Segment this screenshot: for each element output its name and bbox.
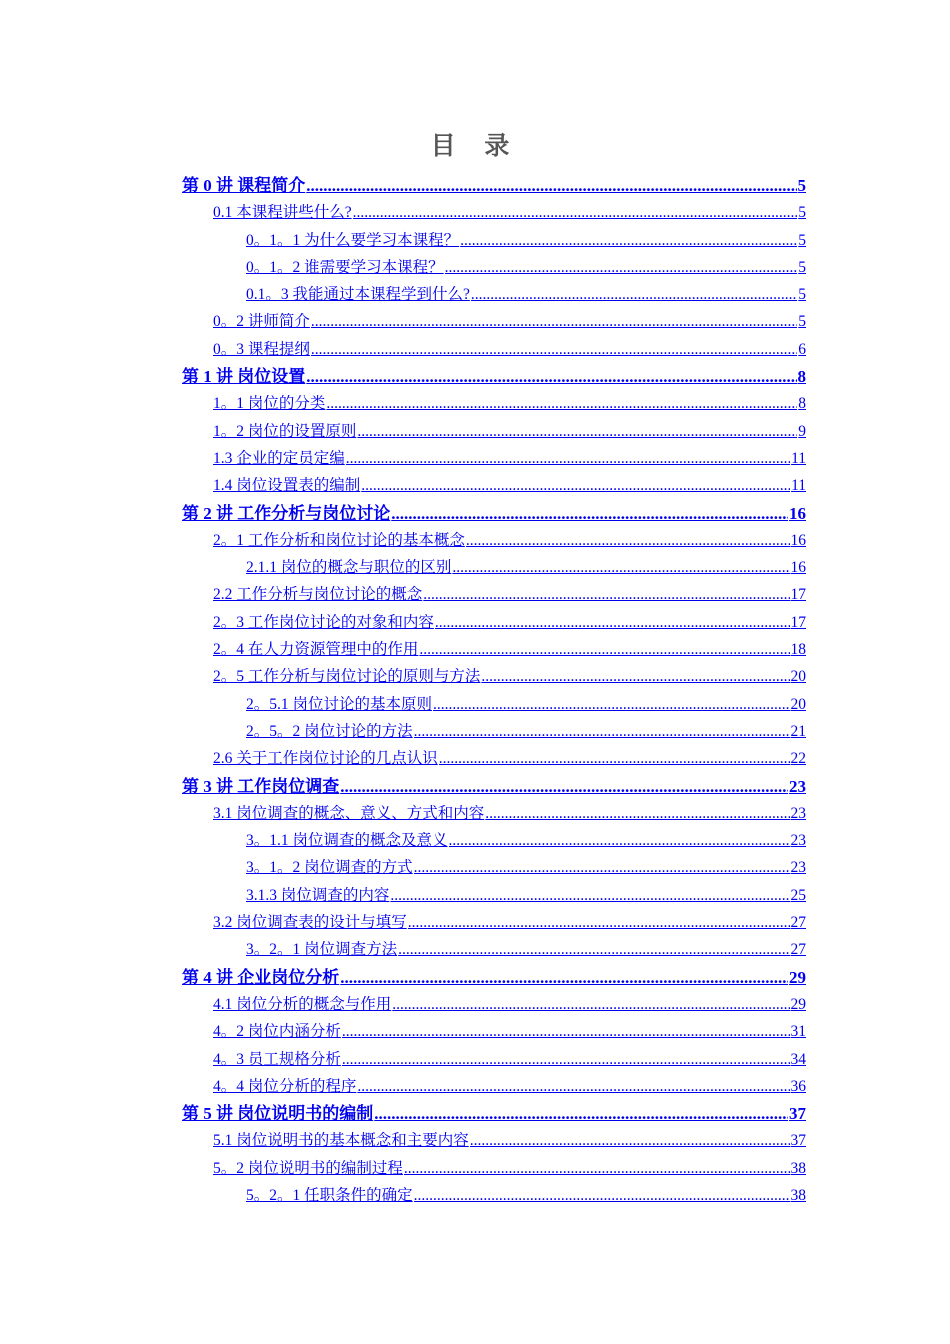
toc-chapter-link[interactable] [182, 964, 806, 991]
toc-page-number: 36 [790, 1077, 806, 1095]
toc-dot-leader [374, 1100, 788, 1127]
toc-dot-leader [414, 1182, 790, 1209]
toc-title: 目 录 [430, 131, 520, 160]
toc-entry-label: 2。5 工作分析与岗位讨论的原则与方法 [213, 668, 481, 686]
toc-entry-label: 2。5.1 岗位讨论的基本原则 [246, 695, 433, 713]
toc-dot-leader [439, 745, 790, 772]
toc-section-link[interactable] [182, 445, 806, 472]
toc-page-number: 17 [790, 586, 806, 604]
toc-dot-leader [485, 800, 789, 827]
toc-page-number: 21 [790, 722, 806, 740]
toc-entry-label: 0。1。2 谁需要学习本课程？ [246, 258, 444, 276]
toc-page-number: 6 [798, 340, 806, 358]
toc-page-number: 5 [798, 286, 806, 304]
toc-page-number: 9 [798, 422, 806, 440]
toc-page-number: 23 [790, 859, 806, 877]
toc-subsection-link[interactable] [182, 936, 806, 963]
toc-page-number: 22 [790, 750, 806, 768]
toc-dot-leader [311, 336, 797, 363]
toc-entry-label: 0。2 讲师简介 [213, 313, 310, 331]
toc-page-number: 18 [790, 641, 806, 659]
toc-section-link[interactable] [182, 909, 806, 936]
toc-entry-label: 1。1 岗位的分类 [213, 395, 326, 413]
toc-dot-leader [481, 663, 789, 690]
toc-subsection-link[interactable] [182, 691, 806, 718]
toc-dot-leader [390, 882, 789, 909]
toc-page-number: 8 [797, 367, 806, 387]
toc-section-link[interactable] [182, 991, 806, 1018]
toc-chapter-link[interactable] [182, 500, 806, 527]
toc-page-number: 23 [789, 776, 806, 796]
toc-dot-leader [445, 254, 798, 281]
toc-page-number: 37 [789, 1104, 806, 1124]
toc-section-link[interactable] [182, 1127, 806, 1154]
toc-subsection-link[interactable] [182, 254, 806, 281]
toc-section-link[interactable] [182, 308, 806, 335]
toc-page-number: 5 [798, 231, 806, 249]
toc-page-number: 8 [798, 395, 806, 413]
toc-page-number: 11 [791, 477, 806, 495]
toc-page-number: 20 [790, 695, 806, 713]
toc-section-link[interactable] [182, 581, 806, 608]
toc-page-number: 31 [790, 1023, 806, 1041]
toc-dot-leader [435, 609, 790, 636]
toc-page-number: 5 [798, 313, 806, 331]
toc-dot-leader [311, 308, 797, 335]
toc-chapter-link[interactable] [182, 172, 806, 199]
toc-entry-label: 1.4 岗位设置表的编制 [213, 477, 361, 495]
toc-entry-label: 4.1 岗位分析的概念与作用 [213, 995, 392, 1013]
toc-dot-leader [452, 554, 789, 581]
toc-entry-label: 2。3 工作岗位讨论的对象和内容 [213, 613, 434, 631]
toc-entry-label: 2。4 在人力资源管理中的作用 [213, 641, 419, 659]
toc-page-number: 20 [790, 668, 806, 686]
toc-entry-label: 3。1.1 岗位调查的概念及意义 [246, 832, 448, 850]
toc-page-number: 17 [790, 613, 806, 631]
toc-subsection-link[interactable] [182, 281, 806, 308]
toc-page-number: 27 [790, 914, 806, 932]
toc-section-link[interactable] [182, 472, 806, 499]
toc-chapter-link[interactable] [182, 1100, 806, 1127]
toc-entry-label: 第 2 讲 工作分析与岗位讨论 [182, 503, 391, 523]
toc-entry-label: 3。2。1 岗位调查方法 [246, 941, 398, 959]
toc-entry-label: 第 5 讲 岗位说明书的编制 [182, 1104, 374, 1124]
toc-dot-leader [342, 1046, 790, 1073]
toc-entry-label: 5。2。1 任职条件的确定 [246, 1186, 413, 1204]
toc-dot-leader [306, 172, 796, 199]
toc-entry-label: 3。1。2 岗位调查的方式 [246, 859, 413, 877]
toc-dot-leader [414, 854, 790, 881]
toc-dot-leader [353, 199, 798, 226]
toc-subsection-link[interactable] [182, 1182, 806, 1209]
toc-dot-leader [419, 636, 789, 663]
toc-section-link[interactable] [182, 1073, 806, 1100]
toc-dot-leader [470, 1127, 790, 1154]
toc-page-number: 29 [789, 967, 806, 987]
toc-page-number: 27 [790, 941, 806, 959]
toc-page-number: 23 [790, 804, 806, 822]
toc-dot-leader [346, 445, 790, 472]
toc-entry-label: 4。4 岗位分析的程序 [213, 1077, 357, 1095]
toc-page-number: 34 [790, 1050, 806, 1068]
toc-section-link[interactable] [182, 418, 806, 445]
toc-section-link[interactable] [182, 800, 806, 827]
toc-dot-leader [460, 227, 797, 254]
toc-page-number: 5 [798, 258, 806, 276]
toc-section-link[interactable] [182, 663, 806, 690]
toc-page-number: 29 [790, 995, 806, 1013]
toc-chapter-link[interactable] [182, 773, 806, 800]
toc-section-link[interactable] [182, 527, 806, 554]
toc-entry-label: 第 1 讲 岗位设置 [182, 367, 306, 387]
toc-dot-leader [357, 1073, 789, 1100]
toc-page-number: 38 [790, 1186, 806, 1204]
toc-entry-label: 2.6 关于工作岗位讨论的几点认识 [213, 750, 438, 768]
toc-dot-leader [340, 964, 788, 991]
toc-page-number: 16 [789, 503, 806, 523]
toc-dot-leader [449, 827, 790, 854]
toc-dot-leader [391, 500, 788, 527]
toc-dot-leader [408, 909, 790, 936]
toc-entry-label: 0。1。1 为什么要学习本课程？ [246, 231, 460, 249]
toc-entry-label: 4。2 岗位内涵分析 [213, 1023, 341, 1041]
toc-entry-label: 5。2 岗位说明书的编制过程 [213, 1159, 403, 1177]
toc-entry-label: 2。1 工作分析和岗位讨论的基本概念 [213, 531, 465, 549]
toc-entry-label: 5.1 岗位说明书的基本概念和主要内容 [213, 1132, 469, 1150]
toc-entry-label: 第 0 讲 课程简介 [182, 176, 306, 195]
toc-entry-label: 0。3 课程提纲 [213, 340, 310, 358]
toc-page-number: 5 [798, 204, 806, 222]
toc-dot-leader [414, 718, 790, 745]
toc-entry-label: 4。3 员工规格分析 [213, 1050, 341, 1068]
toc-dot-leader [433, 691, 789, 718]
toc-entry-label: 0.1 本课程讲些什么? [213, 204, 352, 222]
toc-subsection-link[interactable] [182, 827, 806, 854]
toc-page-number: 23 [790, 832, 806, 850]
toc-dot-leader [306, 363, 796, 390]
toc-dot-leader [361, 472, 790, 499]
toc-entry-label: 0.1。3 我能通过本课程学到什么? [246, 286, 470, 304]
toc-dot-leader [471, 281, 797, 308]
toc-entry-label: 2.1.1 岗位的概念与职位的区别 [246, 559, 452, 577]
toc-entry-label: 第 4 讲 企业岗位分析 [182, 967, 340, 987]
toc-section-link[interactable] [182, 609, 806, 636]
toc-subsection-link[interactable] [182, 854, 806, 881]
table-of-contents [182, 172, 806, 1209]
toc-dot-leader [466, 527, 790, 554]
toc-entry-label: 3.2 岗位调查表的设计与填写 [213, 914, 407, 932]
toc-entry-label: 1。2 岗位的设置原则 [213, 422, 357, 440]
toc-dot-leader [357, 418, 797, 445]
toc-entry-label: 3.1 岗位调查的概念、意义、方式和内容 [213, 804, 485, 822]
toc-section-link[interactable] [182, 1046, 806, 1073]
toc-entry-label: 2。5。2 岗位讨论的方法 [246, 722, 413, 740]
toc-page-number: 37 [790, 1132, 806, 1150]
toc-dot-leader [340, 773, 788, 800]
toc-page-number: 38 [790, 1159, 806, 1177]
toc-section-link[interactable] [182, 636, 806, 663]
toc-dot-leader [326, 390, 797, 417]
toc-entry-label: 2.2 工作分析与岗位讨论的概念 [213, 586, 423, 604]
toc-chapter-link[interactable] [182, 363, 806, 390]
toc-entry-label: 1.3 企业的定员定编 [213, 449, 345, 467]
toc-page-number: 16 [790, 559, 806, 577]
toc-subsection-link[interactable] [182, 227, 806, 254]
toc-subsection-link[interactable] [182, 718, 806, 745]
toc-dot-leader [423, 581, 789, 608]
toc-page-number: 16 [790, 531, 806, 549]
toc-dot-leader [342, 1018, 790, 1045]
toc-dot-leader [404, 1155, 790, 1182]
toc-section-link[interactable] [182, 199, 806, 226]
toc-subsection-link[interactable] [182, 882, 806, 909]
toc-dot-leader [392, 991, 789, 1018]
toc-section-link[interactable] [182, 336, 806, 363]
toc-page-number: 25 [790, 886, 806, 904]
toc-section-link[interactable] [182, 1018, 806, 1045]
toc-section-link[interactable] [182, 390, 806, 417]
toc-section-link[interactable] [182, 1155, 806, 1182]
toc-page-number: 11 [791, 449, 806, 467]
toc-entry-label: 3.1.3 岗位调查的内容 [246, 886, 390, 904]
toc-dot-leader [398, 936, 789, 963]
toc-section-link[interactable] [182, 745, 806, 772]
toc-subsection-link[interactable] [182, 554, 806, 581]
toc-page-number: 5 [797, 176, 806, 195]
toc-entry-label: 第 3 讲 工作岗位调查 [182, 776, 340, 796]
